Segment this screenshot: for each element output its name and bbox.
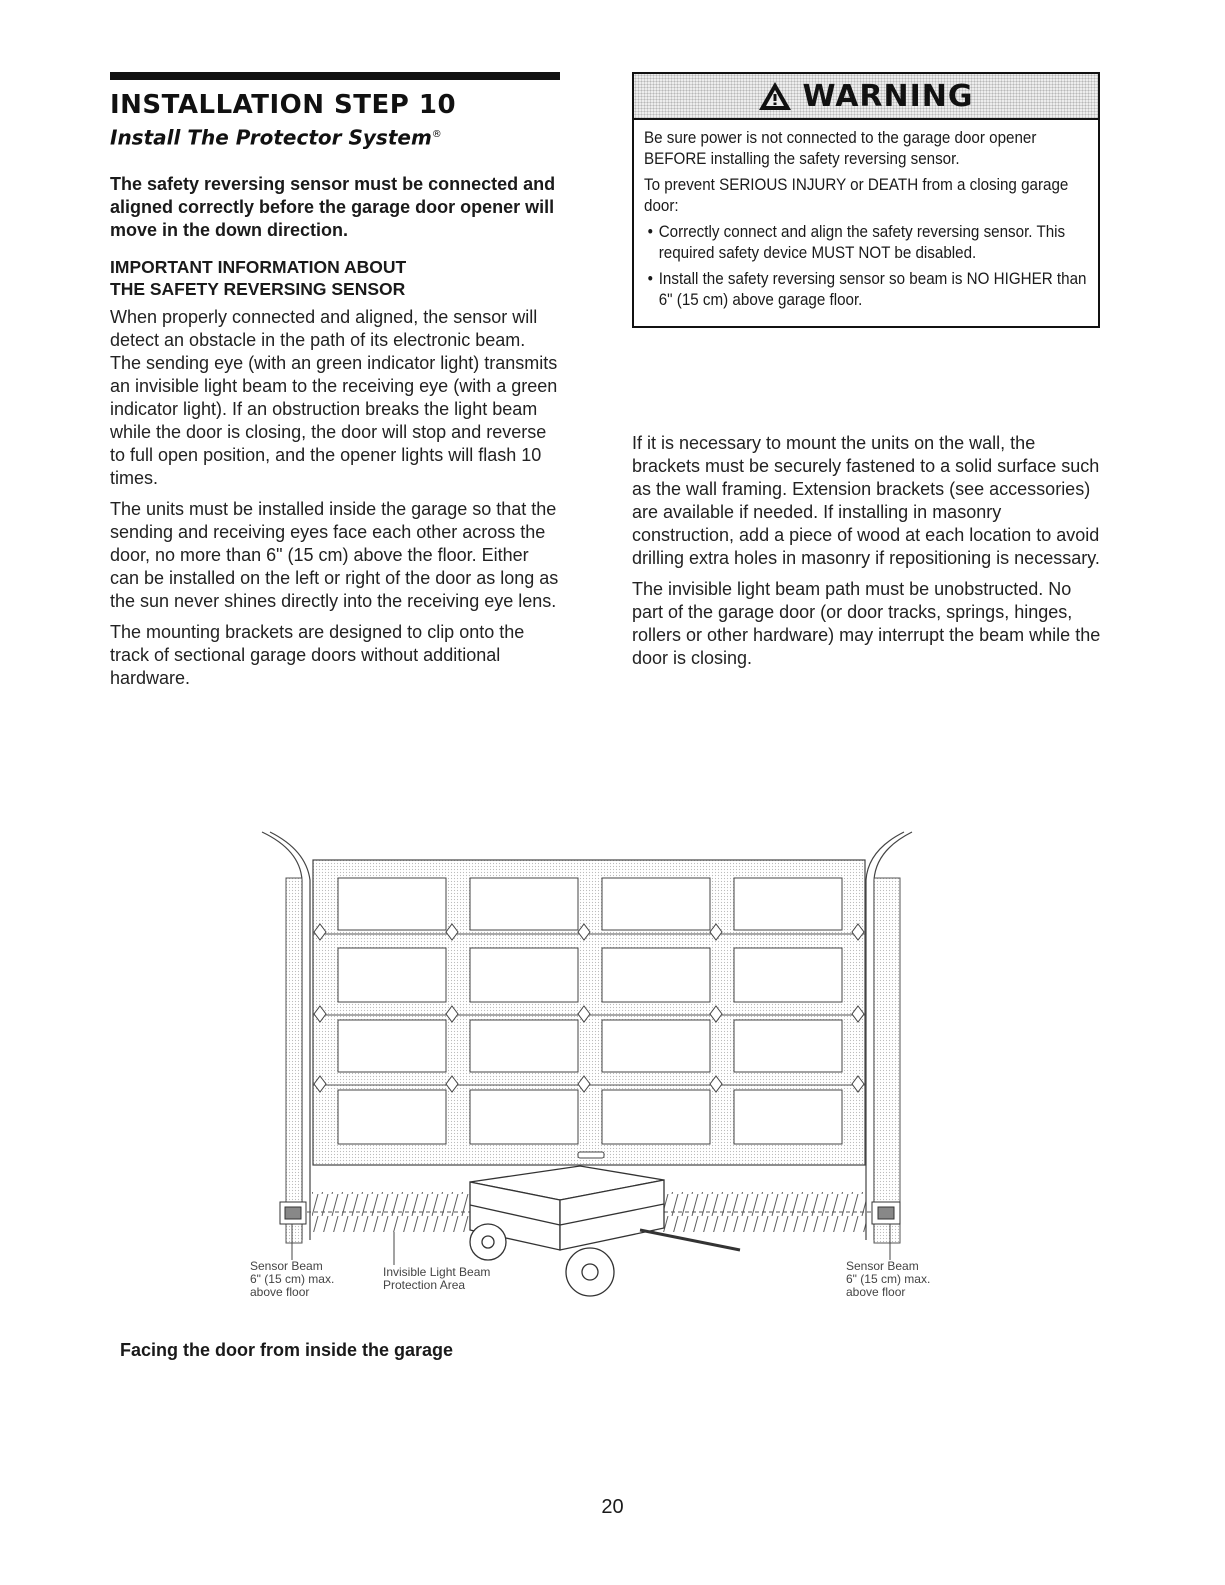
label-sensor-beam-left bbox=[250, 1260, 334, 1299]
label-sensor-beam-right bbox=[846, 1260, 930, 1299]
subtitle-text: Install The Protector System bbox=[110, 125, 432, 150]
warning-title bbox=[758, 79, 973, 114]
body-paragraph-3: The mounting brackets are designed to clip onto the track of sectional garage doors without additional hardware. bbox=[110, 621, 525, 688]
lead-paragraph: The safety reversing sensor must be connected and aligned correctly before the garage door opener will move in the down direction. bbox=[110, 173, 556, 240]
warning-bullet-2: • Install the safety reversing sensor so beam is NO HIGHER than 6" (15 cm) above garage floor. bbox=[644, 269, 1092, 311]
warning-header bbox=[634, 74, 1098, 120]
right-text-block bbox=[632, 432, 1102, 678]
heading-rule bbox=[110, 72, 560, 80]
warning-box bbox=[632, 72, 1100, 328]
section-heading-line-1: IMPORTANT INFORMATION ABOUT bbox=[110, 256, 407, 277]
label-left-line-2: 6" (15 cm) max. bbox=[250, 1272, 335, 1286]
page-number: 20 bbox=[601, 1496, 624, 1518]
warning-title-text: WARNING bbox=[802, 78, 974, 114]
warning-body bbox=[634, 120, 1098, 326]
warning-paragraph-2: To prevent SERIOUS INJURY or DEATH from a closing garage door: bbox=[644, 176, 1069, 215]
label-right-line-1: Sensor Beam bbox=[846, 1259, 919, 1273]
door-handle bbox=[578, 1152, 604, 1158]
left-column bbox=[110, 72, 560, 698]
diagram-caption: Facing the door from inside the garage bbox=[120, 1340, 454, 1360]
label-right-line-3: above floor bbox=[846, 1285, 906, 1299]
warning-bullet-list bbox=[644, 222, 1088, 311]
right-column bbox=[632, 72, 1104, 328]
garage-door-illustration bbox=[0, 820, 1225, 1320]
label-left-line-3: above floor bbox=[250, 1285, 310, 1299]
step-subtitle bbox=[110, 122, 560, 151]
label-center-line-2: Protection Area bbox=[383, 1278, 466, 1292]
label-center-line-1: Invisible Light Beam bbox=[383, 1265, 491, 1279]
body-paragraph-2: The units must be installed inside the garage so that the sending and receiving eyes face each other across the door, no more than 6" (15 cm) above the floor. Either can be installed on the left or right of the door as long as the sun never shines directly into the receiving eye lens. bbox=[110, 498, 559, 611]
registered-mark: ® bbox=[431, 129, 442, 140]
label-protection-area bbox=[383, 1266, 490, 1292]
label-right-line-2: 6" (15 cm) max. bbox=[846, 1272, 931, 1286]
right-paragraph-2: The invisible light beam path must be unobstructed. No part of the garage door (or door tracks, springs, hinges, rollers or other hardware) may interrupt the beam while the door is closing. bbox=[632, 579, 1101, 668]
label-left-line-1: Sensor Beam bbox=[250, 1259, 323, 1273]
section-heading-line-2: THE SAFETY REVERSING SENSOR bbox=[110, 278, 406, 299]
body-paragraph-1: When properly connected and aligned, the sensor will detect an obstacle in the path of its electronic beam. The sending eye (with an green indicator light) transmits an invisible light beam to the receiving eye (with a green indicator light). If an obstruction breaks the light beam while the door is closing, the door will stop and reverse to full open position, and the opener lights will flash 10 times. bbox=[110, 306, 558, 488]
left-jamb bbox=[286, 878, 302, 1243]
warning-triangle-icon bbox=[758, 81, 792, 111]
right-jamb bbox=[874, 878, 900, 1243]
step-title: INSTALLATION STEP 10 bbox=[110, 90, 457, 120]
sensor-left-icon bbox=[280, 1202, 306, 1224]
right-paragraph-1: If it is necessary to mount the units on the wall, the brackets must be securely fastened to a solid surface such as the wall framing. Extension brackets (see accessories) are available if needed. If installing in masonry construction, add a piece of wood at each location to avoid drilling extra holes in masonry if repositioning is necessary. bbox=[632, 433, 1100, 568]
sensor-right-icon bbox=[872, 1202, 900, 1224]
section-heading bbox=[110, 256, 560, 300]
garage-door-diagram bbox=[0, 820, 1225, 1320]
warning-bullet-1: • Correctly connect and align the safety reversing sensor. This required safety device MUST NOT be disabled. bbox=[644, 222, 1092, 264]
warning-paragraph-1: Be sure power is not connected to the garage door opener BEFORE installing the safety reversing sensor. bbox=[644, 129, 1037, 168]
